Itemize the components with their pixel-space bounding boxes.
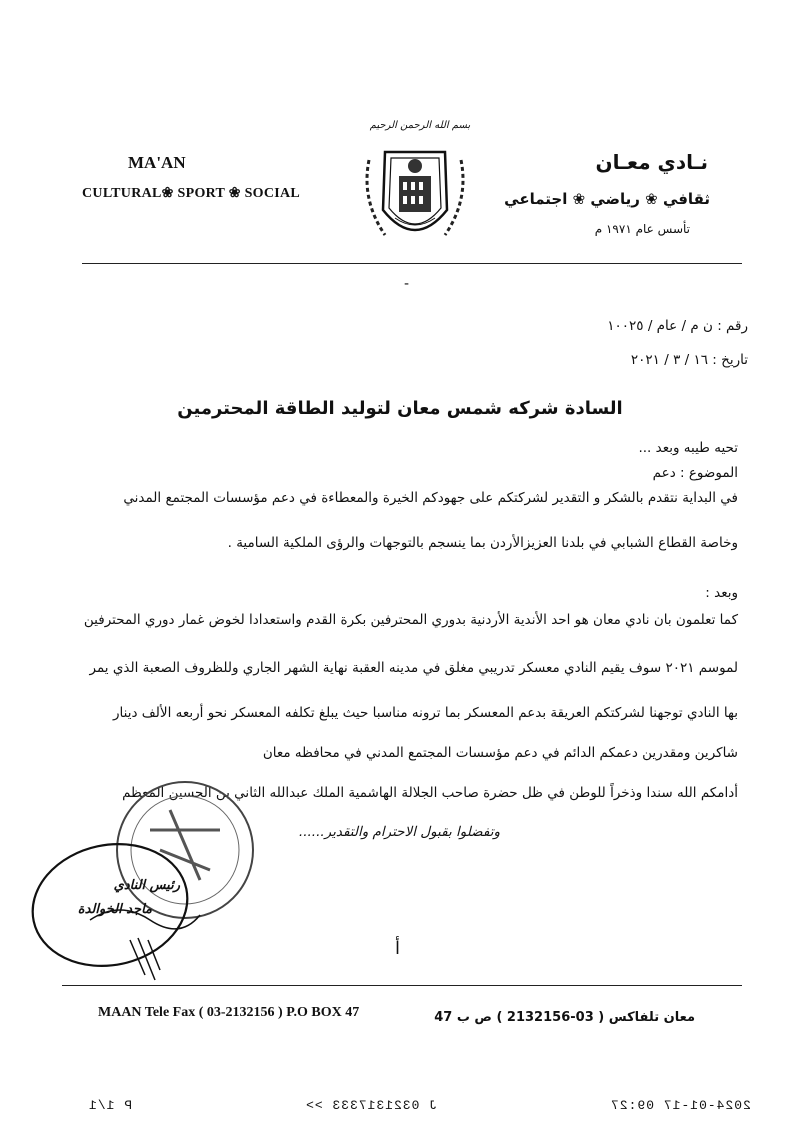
recipient-line: السادة شركه شمس معان لتوليد الطاقة المحترمين bbox=[177, 398, 623, 419]
footer-divider bbox=[62, 985, 742, 986]
body-line: وخاصة القطاع الشبابي في بلدنا العزيزالأردن بما ينسجم بالتوجهات والرؤى الملكية السامية . bbox=[227, 535, 738, 551]
header-divider bbox=[82, 263, 742, 264]
club-emblem-icon bbox=[355, 140, 475, 255]
fax-datetime: 2024-01-17 09:27 bbox=[610, 1098, 751, 1113]
body-line: كما تعلمون بان نادي معان هو احد الأندية الأردنية بدوري المحترفين بكرة القدم واستعدادا لخوض غمار دوري المحترفين bbox=[83, 612, 738, 628]
club-name-arabic: نـادي معـان bbox=[595, 150, 708, 174]
reference-number: رقم : ن م / عام / ١٠٠٢٥ bbox=[607, 318, 748, 334]
body-line: في البداية نتقدم بالشكر و التقدير لشركتكم على جهودكم الخيرة والمعطاءة في دعم مؤسسات المجتمع المدني bbox=[123, 490, 738, 506]
club-founded: تأسس عام ١٩٧١ م bbox=[594, 222, 690, 236]
club-tagline-arabic: ثقافي ❀ رياضي ❀ اجتماعي bbox=[504, 190, 710, 208]
reference-date: تاريخ : ١٦ / ٣ / ٢٠٢١ bbox=[630, 352, 748, 368]
footer-contact-english: MAAN Tele Fax ( 03-2132156 ) P.O BOX 47 bbox=[98, 1005, 360, 1020]
signature-name: ماجد الخوالدة bbox=[77, 902, 152, 917]
basmala: بسم الله الرحمن الرحيم bbox=[369, 120, 471, 131]
body-line: بها النادي توجهنا لشركتكم العريقة بدعم المعسكر بما ترونه مناسبا حيث يبلغ تكلفه المعسكر نحو أربعه الألف دينار bbox=[113, 705, 738, 721]
body-line: أدامكم الله سندا وذخراً للوطن في ظل حضرة صاحب الجلالة الهاشمية الملك عبدالله الثاني بن الحسين المعظم bbox=[122, 785, 738, 801]
fax-number: J 0321317333 >> bbox=[305, 1098, 438, 1113]
subject-line: الموضوع : دعم bbox=[652, 465, 738, 481]
body-line: وبعد : bbox=[705, 585, 738, 601]
greeting: تحيه طيبه وبعد ... bbox=[638, 440, 738, 456]
fax-page-count: P 1/1 bbox=[88, 1098, 133, 1113]
club-tagline-english: CULTURAL❀ SPORT ❀ SOCIAL bbox=[82, 186, 301, 201]
signature-mark: أ bbox=[395, 938, 401, 959]
header-mark: - bbox=[404, 276, 410, 292]
signature-title: رئيس النادي bbox=[113, 878, 180, 893]
club-name-english: MA'AN bbox=[128, 153, 186, 172]
closing-line: وتفضلوا بقبول الاحترام والتقدير...... bbox=[298, 824, 500, 840]
body-line: لموسم ٢٠٢١ سوف يقيم النادي معسكر تدريبي مغلق في مدينه العقبة نهاية الشهر الجاري وللظروف الصعبة الذي يمر bbox=[89, 660, 738, 676]
footer-contact-arabic: معان تلفاكس ( 03-2132156 ) ص ب 47 bbox=[434, 1010, 695, 1025]
body-line: شاكرين ومقدرين دعمكم الدائم في دعم مؤسسات المجتمع المدني في محافظه معان bbox=[262, 745, 738, 761]
